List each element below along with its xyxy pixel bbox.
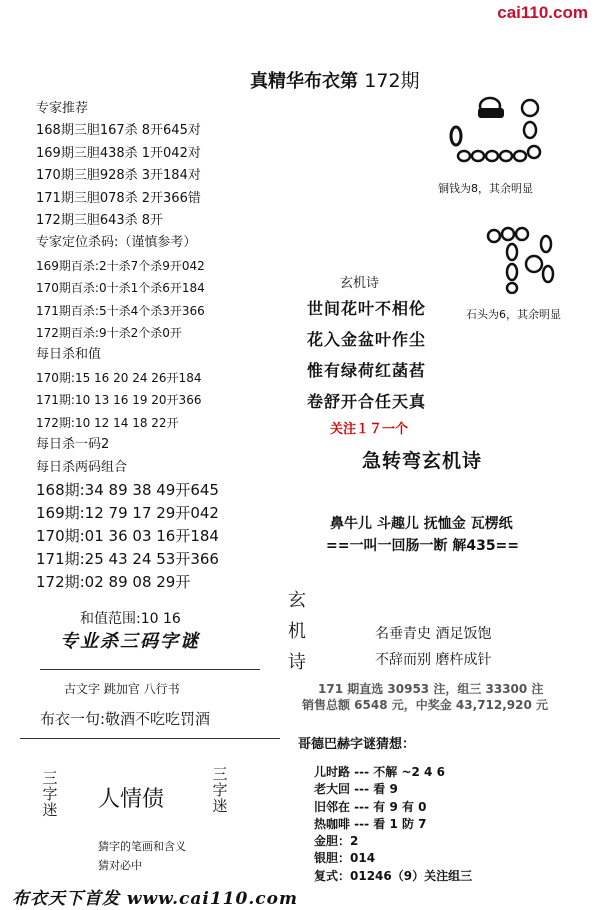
stone-icon [541, 236, 551, 252]
riddle-hint-2: 猜对必中 [98, 859, 142, 872]
divider [40, 669, 260, 670]
two-code-line: 169期:12 79 17 29开042 [36, 503, 219, 522]
sales-stats: 销售总额 6548 元，中奖金 43,712,920 元 [302, 698, 549, 712]
footer-slogan: 布衣天下首发 www.cai110.com [12, 889, 298, 909]
position-heading: 专家定位杀码:（谨慎参考） [36, 235, 197, 251]
xuanji-lines [375, 621, 491, 673]
goldbach-answers [314, 764, 472, 885]
goldbach-line: 复式：01246（9）关注组三 [314, 868, 473, 883]
coins-caption: 铜钱为8，其余明显 [438, 182, 533, 195]
brain-teaser-heading: 急转弯玄机诗 [362, 450, 483, 472]
follow-note: 关注１７一个 [330, 422, 409, 437]
draw-stats: 171 期直选 30953 注，组三 33300 注 [318, 682, 544, 696]
position-line: 172期百杀:9十杀2个杀0开 [36, 326, 182, 341]
riddle-hint: 猜字的笔画和含义 [98, 840, 186, 853]
stones-picture [484, 222, 564, 294]
position-line: 169期百杀:2十杀7个杀9开042 [36, 258, 205, 273]
sum-line: 172期:10 12 14 18 22开 [36, 415, 179, 430]
sum-range: 和值范围:10 16 [80, 611, 181, 627]
two-code-line: 168期:34 89 38 49开645 [36, 480, 219, 499]
riddle-vertical-b: 三字迷 [212, 765, 228, 815]
sum-line: 171期:10 13 16 19 20开366 [36, 393, 202, 408]
goldbach-line: 银胆：014 [314, 851, 376, 866]
stone-icon [507, 264, 517, 280]
stone-icon [526, 256, 542, 272]
xuanji-vertical: 玄机诗 [288, 590, 306, 673]
xuanji-line: 名垂青史 酒足饭饱 [375, 626, 492, 642]
riddle-vertical-a: 三字迷 [42, 769, 58, 819]
riddle-word: 人情债 [98, 787, 165, 812]
coin-icon [514, 151, 526, 161]
coin-icon [522, 100, 538, 116]
coin-icon [486, 151, 498, 161]
divider [20, 738, 280, 739]
two-code-line: 172期:02 89 08 29开 [36, 572, 191, 591]
stone-icon [507, 283, 517, 293]
title-issue: 172期 [364, 70, 420, 92]
poem-line: 惟有绿荷红菡萏 [307, 361, 427, 380]
expert-line: 171期三胆078杀 2开366错 [36, 190, 201, 206]
goldbach-heading: 哥德巴赫字谜猜想： [298, 737, 416, 752]
page-title [250, 66, 420, 93]
xuanji-line: 不辞而别 磨杵成针 [375, 652, 492, 668]
stone-icon [488, 230, 500, 242]
goldbach-line: 儿时路 --- 不解 ~2 4 6 [314, 765, 445, 779]
expert-line: 169期三胆438杀 1开042对 [36, 145, 201, 161]
stone-icon [502, 228, 514, 240]
coins-picture [448, 88, 558, 168]
coin-icon [528, 146, 540, 158]
poem-heading: 玄机诗 [340, 276, 380, 291]
coin-icon [524, 122, 536, 138]
poem-body [307, 293, 426, 417]
position-line: 171期百杀:5十杀4个杀3开366 [36, 303, 205, 318]
coin-icon [472, 151, 484, 161]
expert-heading: 专家推荐 [36, 101, 89, 116]
poem-line: 花入金盆叶作尘 [307, 330, 427, 349]
poem-line: 世间花叶不相伦 [307, 299, 427, 318]
stone-icon [543, 266, 553, 282]
goldbach-line: 热咖啡 --- 看 1 防 7 [314, 816, 427, 831]
stone-icon [507, 244, 517, 260]
goldbach-line: 旧邻在 --- 有 9 有 0 [314, 799, 427, 814]
sum-heading: 每日杀和值 [36, 347, 102, 363]
two-code-heading: 每日杀两码组合 [36, 459, 128, 475]
two-code-line: 171期:25 43 24 53开366 [36, 549, 219, 568]
expert-line: 172期三胆643杀 8开 [36, 213, 164, 229]
stones-caption: 石头为6，其余明显 [466, 308, 561, 321]
poem-line: 卷舒开合任天真 [307, 392, 427, 411]
calligraphy-heading: 专业杀三码字谜 [60, 631, 200, 652]
ingot-icon [478, 108, 504, 118]
stone-icon [516, 228, 528, 240]
sum-line: 170期:15 16 20 24 26开184 [36, 370, 202, 385]
two-code-line: 170期:01 36 03 16开184 [36, 526, 219, 545]
goldbach-line: 金胆：2 [314, 834, 359, 849]
brain-teaser-line: 鼻牛儿 斗趣儿 抚恤金 瓦楞纸 [330, 516, 513, 532]
expert-line: 170期三胆928杀 3开184对 [36, 168, 201, 184]
goldbach-line: 老大回 --- 看 9 [314, 782, 398, 797]
kill-one-code: 每日杀一码2 [36, 437, 110, 453]
coin-icon [451, 127, 461, 145]
site-logo[interactable]: cai110.com [497, 3, 588, 22]
ancient-words: 古文字 跳加官 八行书 [64, 682, 180, 696]
expert-section [36, 98, 219, 594]
buyi-sentence: 布衣一句:敬酒不吃吃罚酒 [40, 710, 211, 728]
coin-icon [500, 151, 512, 161]
expert-line: 168期三胆167杀 8开645对 [36, 123, 201, 139]
coin-icon [458, 151, 470, 161]
brain-teaser-answer: ==一叫一回肠一断 解435== [326, 538, 520, 554]
position-line: 170期百杀:0十杀1个杀6开184 [36, 281, 205, 296]
title-main: 真精华布衣第 [250, 71, 358, 92]
